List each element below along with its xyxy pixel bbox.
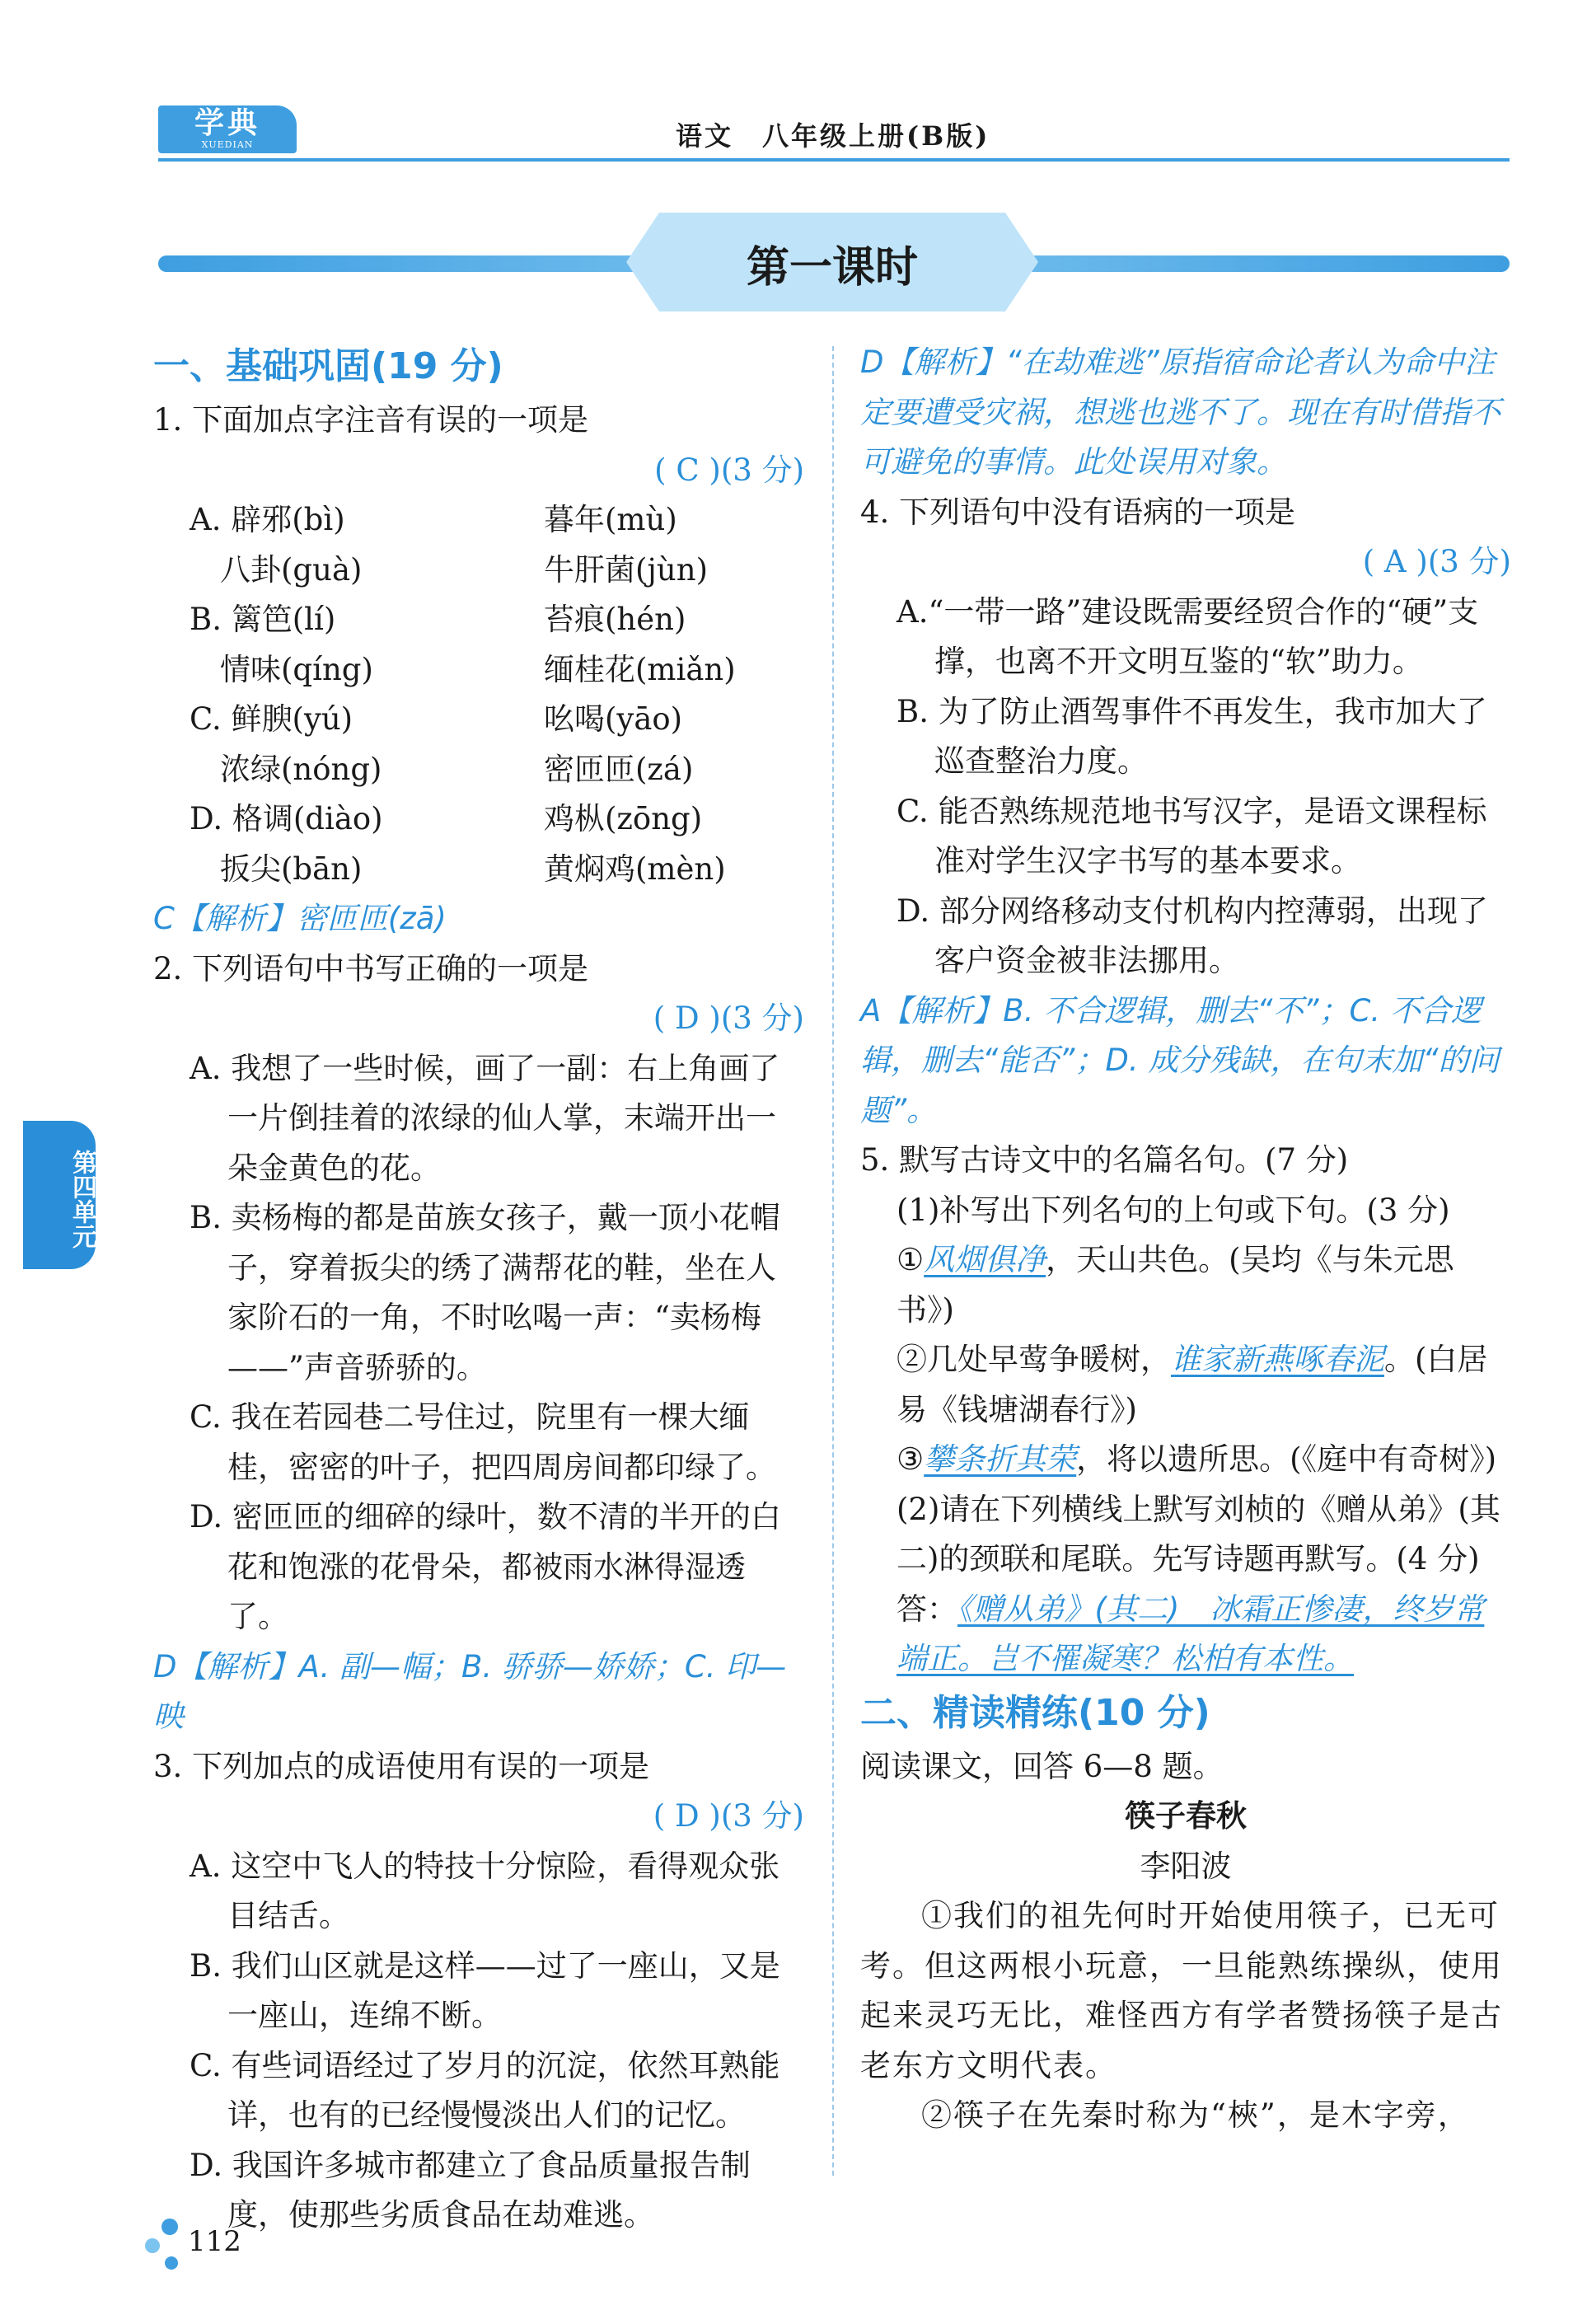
- q3-option-a: A. 这空中飞人的特技十分惊险，看得观众张目结舌。: [190, 1848, 780, 1933]
- q5-item3-pre: ③: [896, 1441, 925, 1477]
- section2-title: 二、精读精练(10 分): [860, 1691, 1210, 1734]
- q1-option: 情味(qíng): [190, 651, 373, 687]
- q5-sub2: (2)请在下列横线上默写刘桢的《赠从弟》(其二)的颈联和尾联。先写诗题再默写。(4 分): [896, 1491, 1500, 1577]
- unit-side-tab: 第四单元: [23, 1121, 96, 1269]
- q1-option: 密匝匝(zá): [544, 751, 694, 787]
- q5-item2-pre: ②几处早莺争暖树，: [896, 1342, 1171, 1377]
- q1-option: 吆喝(yāo): [544, 701, 683, 737]
- q3-analysis: D【解析】“在劫难逃”原指宿命论者认为命中注定要遭受灾祸，想逃也逃不了。现在有时借指不可避免的事情。此处误用对象。: [860, 344, 1500, 480]
- q1-option: 缅桂花(miǎn): [544, 651, 736, 687]
- q3-option-d: D. 我国许多城市都建立了食品质量报告制度，使那些劣质食品在劫难逃。: [190, 2147, 751, 2233]
- q2-option-b: B. 卖杨梅的都是苗族女孩子，戴一顶小花帽子，穿着扳尖的绣了满帮花的鞋，坐在人家阶石的一角，不时吆喝一声：“卖杨梅——”声音骄骄的。: [190, 1200, 780, 1385]
- q2-analysis: D【解析】A. 副—幅；B. 骄骄—娇娇；C. 印—映: [153, 1648, 787, 1734]
- q2-option-d: D. 密匝匝的细碎的绿叶，数不清的半开的白花和饱涨的花骨朵，都被雨水淋得湿透了。: [190, 1499, 781, 1634]
- q4-option-c: C. 能否熟练规范地书写汉字，是语文课程标准对学生汉字书写的基本要求。: [896, 793, 1487, 879]
- q5-item2-answer: 谁家新燕啄春泥: [1171, 1342, 1384, 1377]
- q4-answer: ( A )(3 分): [1362, 544, 1511, 579]
- q5-item3-post: ，将以遗所思。(《庭中有奇树》): [1076, 1441, 1497, 1477]
- q1-option: 扳尖(bān): [190, 850, 363, 887]
- q4-option-b: B. 为了防止酒驾事件不再发生，我市加大了巡查整治力度。: [896, 693, 1487, 779]
- q2-stem: 2. 下列语句中书写正确的一项是: [153, 950, 589, 986]
- q1-option: B. 篱笆(lí): [190, 602, 336, 637]
- article-author: 李阳波: [1140, 1848, 1232, 1884]
- reading-intro: 阅读课文，回答 6—8 题。: [860, 1748, 1224, 1784]
- logo-cn: 学典: [194, 105, 260, 140]
- q5-answer: [860, 1585, 1511, 1684]
- q1-option: 八卦(guà): [190, 551, 363, 588]
- q1-option: 暮年(mù): [544, 502, 677, 537]
- q5-answer-text: 《赠从弟》(其二) 冰霜正惨凄，终岁常端正。岂不罹凝寒？松柏有本性。: [896, 1591, 1485, 1676]
- q4-option-d: D. 部分网络移动支付机构内控薄弱，出现了客户资金被非法挪用。: [896, 893, 1488, 978]
- right-column: [860, 338, 1511, 2141]
- q5-item1: [860, 1235, 1511, 1335]
- q5-answer-label: 答：: [896, 1591, 957, 1627]
- q1-option: A. 辟邪(bì): [190, 502, 345, 537]
- q2-option-c: C. 我在若园巷二号住过，院里有一棵大缅桂，密密的叶子，把四周房间都印绿了。: [190, 1399, 776, 1485]
- q5-item3-answer: 攀条折其荣: [924, 1441, 1077, 1477]
- q1-option: 黄焖鸡(mèn): [544, 850, 726, 887]
- q2-answer: ( D )(3 分): [653, 1000, 804, 1036]
- q1-option: 牛肝菌(jùn): [544, 551, 709, 588]
- lesson-title: 第一课时: [746, 243, 918, 293]
- left-column: [153, 338, 804, 2241]
- page-dot-icon: [165, 2256, 178, 2270]
- q4-option-a: A.“一带一路”建设既需要经贸合作的“硬”支撑，也离不开文明互鉴的“软”助力。: [896, 593, 1479, 679]
- book-title: 语文 八年级上册(B版): [676, 120, 990, 152]
- q5-stem: 5. 默写古诗文中的名篇名句。(7 分): [860, 1142, 1349, 1178]
- q3-option-b: B. 我们山区就是这样——过了一座山，又是一座山，连绵不断。: [190, 1947, 780, 2033]
- page-dot-icon: [145, 2238, 160, 2253]
- q1-option: D. 格调(diào): [190, 801, 383, 836]
- q1-analysis: C【解析】密匝匝(zā): [153, 901, 447, 936]
- logo-en: XUEDIAN: [201, 139, 254, 150]
- q4-analysis: A【解析】B. 不合逻辑，删去“不”；C. 不合逻辑，删去“能否”；D. 成分残缺，在句末加“的问题”。: [860, 992, 1500, 1128]
- q1-option: C. 鲜腴(yú): [190, 701, 353, 737]
- q1-option: 鸡枞(zōng): [544, 801, 703, 836]
- article-paragraph-1: ①我们的祖先何时开始使用筷子，已无可考。但这两根小玩意，一旦能熟练操纵，使用起来灵巧无比，难怪西方有学者赞扬筷子是古老东方文明代表。: [860, 1898, 1503, 2083]
- q5-sub1: (1)补写出下列名句的上句或下句。(3 分): [896, 1192, 1450, 1228]
- q1-answer: ( C )(3 分): [654, 452, 804, 488]
- q5-item3: [860, 1435, 1511, 1485]
- q5-item1-pre: ①: [896, 1242, 925, 1277]
- publisher-logo: [158, 105, 297, 153]
- q5-item2-post: 。(白居易《钱塘湖春行》): [896, 1342, 1488, 1427]
- q5-item1-post: ，天山共色。(吴均《与朱元思书》): [896, 1242, 1454, 1328]
- q3-answer: ( D )(3 分): [653, 1798, 804, 1834]
- q1-stem: 1. 下面加点字注音有误的一项是: [153, 402, 589, 438]
- page-number: 112: [188, 2225, 241, 2258]
- q5-item1-answer: 风烟俱净: [924, 1242, 1046, 1277]
- page-dot-icon: [162, 2219, 178, 2235]
- q1-option: 苔痕(hén): [544, 602, 686, 637]
- q4-stem: 4. 下列语句中没有语病的一项是: [860, 494, 1296, 530]
- q3-option-c: C. 有些词语经过了岁月的沉淀，依然耳熟能详，也有的已经慢慢淡出人们的记忆。: [190, 2047, 780, 2133]
- q1-option: 浓绿(nóng): [190, 751, 382, 787]
- article-title: 筷子春秋: [1125, 1798, 1247, 1834]
- header-rule: [158, 158, 1510, 162]
- section1-title: 一、基础巩固(19 分): [153, 345, 503, 387]
- q5-item2: [860, 1335, 1511, 1435]
- q3-stem: 3. 下列加点的成语使用有误的一项是: [153, 1748, 650, 1784]
- q1-options: [153, 495, 804, 894]
- article-paragraph-2: ②筷子在先秦时称为“梜”，是木字旁，: [921, 2097, 1470, 2133]
- q2-option-a: A. 我想了一些时候，画了一副：右上角画了一片倒挂着的浓绿的仙人掌，末端开出一朵金黄色的花。: [190, 1050, 780, 1186]
